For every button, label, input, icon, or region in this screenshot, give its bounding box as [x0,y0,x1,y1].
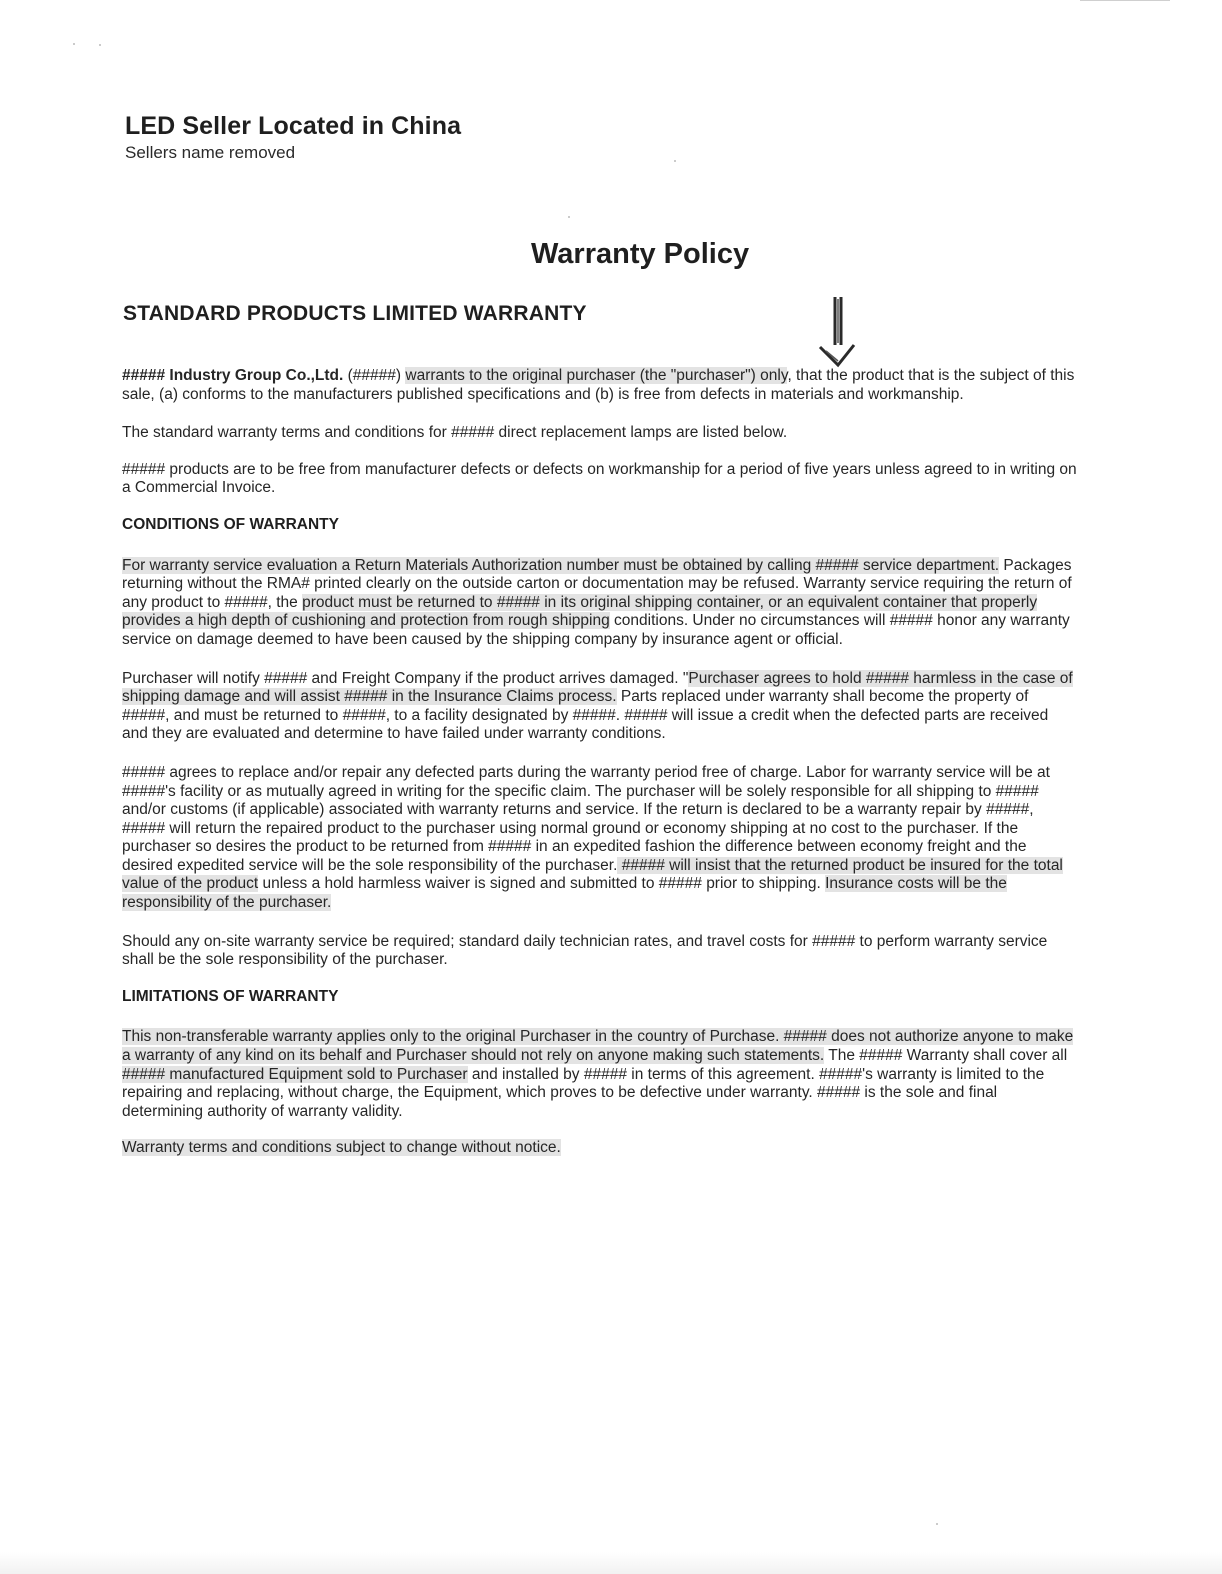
paragraph-text: Parts replaced under warranty shall become the property of #####, and must be returned to #####, to a facility designated by #####. ##### will issue a credit when the defected parts are received and they are evaluated and determine to have failed under warranty conditions. [122,688,1049,743]
paragraph-text: unless a hold harmless waiver is signed and submitted to ##### prior to shipping. [258,875,826,893]
five-year-paragraph: ##### products are to be free from manufacturer defects or defects on workmanship for a period of five years unless agreed to in writing on a Commercial Invoice. [122,460,1077,497]
highlighted-text: For warranty service evaluation a Return Materials Authorization number must be obtained by calling ##### service department. [122,556,1000,574]
paragraph-text: and installed by ##### in terms of this agreement. #####'s warranty is limited to the repairing and replacing, without charge, the Equipment, which proves to be defective under warranty. ##### is the sole and final determining authority of warranty validity. [122,1065,1045,1120]
scan-speck [73,43,75,45]
page-title: Warranty Policy [531,238,750,270]
paragraph-text: conditions. Under no circumstances will ##### honor any warranty service on damage deemed to have been caused by the shipping company by insurance agent or official. [122,612,1070,648]
scan-edge [0,1552,1222,1574]
onsite-paragraph: Should any on-site warranty service be required; standard daily technician rates, and travel costs for ##### to perform warranty service shall be the sole responsibility of the purchaser. [122,932,1048,969]
highlighted-text: ##### will insist that the returned product be insured for the total value of the product [122,856,1063,893]
conditions-heading: CONDITIONS OF WARRANTY [122,515,339,533]
standard-terms-paragraph: The standard warranty terms and conditions for ##### direct replacement lamps are listed below. [122,424,788,442]
scan-speck [99,44,101,46]
rma-paragraph [122,557,1077,650]
scan-artifact [1080,0,1170,1]
scan-speck [936,1523,938,1525]
highlighted-text: Warranty terms and conditions subject to change without notice. [122,1139,561,1157]
intro-text: (#####) [343,367,406,384]
repair-paragraph [122,764,1077,913]
limitations-heading: LIMITATIONS OF WARRANTY [122,987,339,1005]
highlighted-text: ##### manufactured Equipment sold to Purchaser [122,1065,468,1083]
highlighted-text: Purchaser agrees to hold ##### harmless in the case of shipping damage and will assist ##### in the Insurance Claims process. [122,669,1073,706]
highlighted-text: This non-transferable warranty applies only to the original Purchaser in the country of Purchase. ##### does not authorize anyone to make a warranty of any kind on its behalf and Purchaser should not rely on anyone making such statements. [122,1028,1074,1065]
seller-subtitle: Sellers name removed [125,143,296,162]
paragraph-text: Packages returning without the RMA# printed clearly on the outside carton or documentation may be refused. Warranty service requiring the return of any product to #####, the [122,556,1072,611]
paragraph-text: Purchaser will notify ##### and Freight Company if the product arrives damaged. " [122,669,689,687]
down-arrow-icon [814,295,860,369]
limitations-paragraph [122,1028,1077,1121]
section-heading: STANDARD PRODUCTS LIMITED WARRANTY [123,302,587,325]
intro-text: , that the product that is the subject of this sale, (a) conforms to the manufacturers published specifications and (b) is free from defects in materials and workmanship. [122,367,1075,403]
paragraph-text: The ##### Warranty shall cover all [824,1047,1068,1065]
scan-speck [568,216,570,218]
intro-paragraph [122,367,1077,404]
warranty-body [122,367,1077,1158]
closing-paragraph [122,1139,1077,1158]
highlighted-text: Insurance costs will be the responsibility of the purchaser. [122,875,1007,912]
scan-speck [674,160,676,162]
damage-paragraph [122,670,1077,744]
highlighted-text: warrants to the original purchaser (the "purchaser") only [405,367,788,384]
highlighted-text: product must be returned to ##### in its original shipping container, or an equivalent container that properly provides a high depth of cushioning and protection from rough shipping [122,593,1038,630]
paragraph-text: ##### agrees to replace and/or repair any defected parts during the warranty period free of charge. Labor for warranty service will be at #####'s facility or as mutually agreed in writing for the specific claim. The purchaser will be solely responsible for all shipping to ##### and/or customs (if applicable) associated with warranty returns and service. If the return is declared to be a warranty repair by #####, ##### will return the repaired product to the purchaser using normal ground or economy shipping at no cost to the purchaser. If the purchaser so desires the product to be returned from ##### in an expedited fashion the difference between economy freight and the desired expedited service will be the sole responsibility of the purchaser. [122,763,1050,874]
company-name: ##### Industry Group Co.,Ltd. [122,367,344,384]
seller-title: LED Seller Located in China [125,112,462,140]
